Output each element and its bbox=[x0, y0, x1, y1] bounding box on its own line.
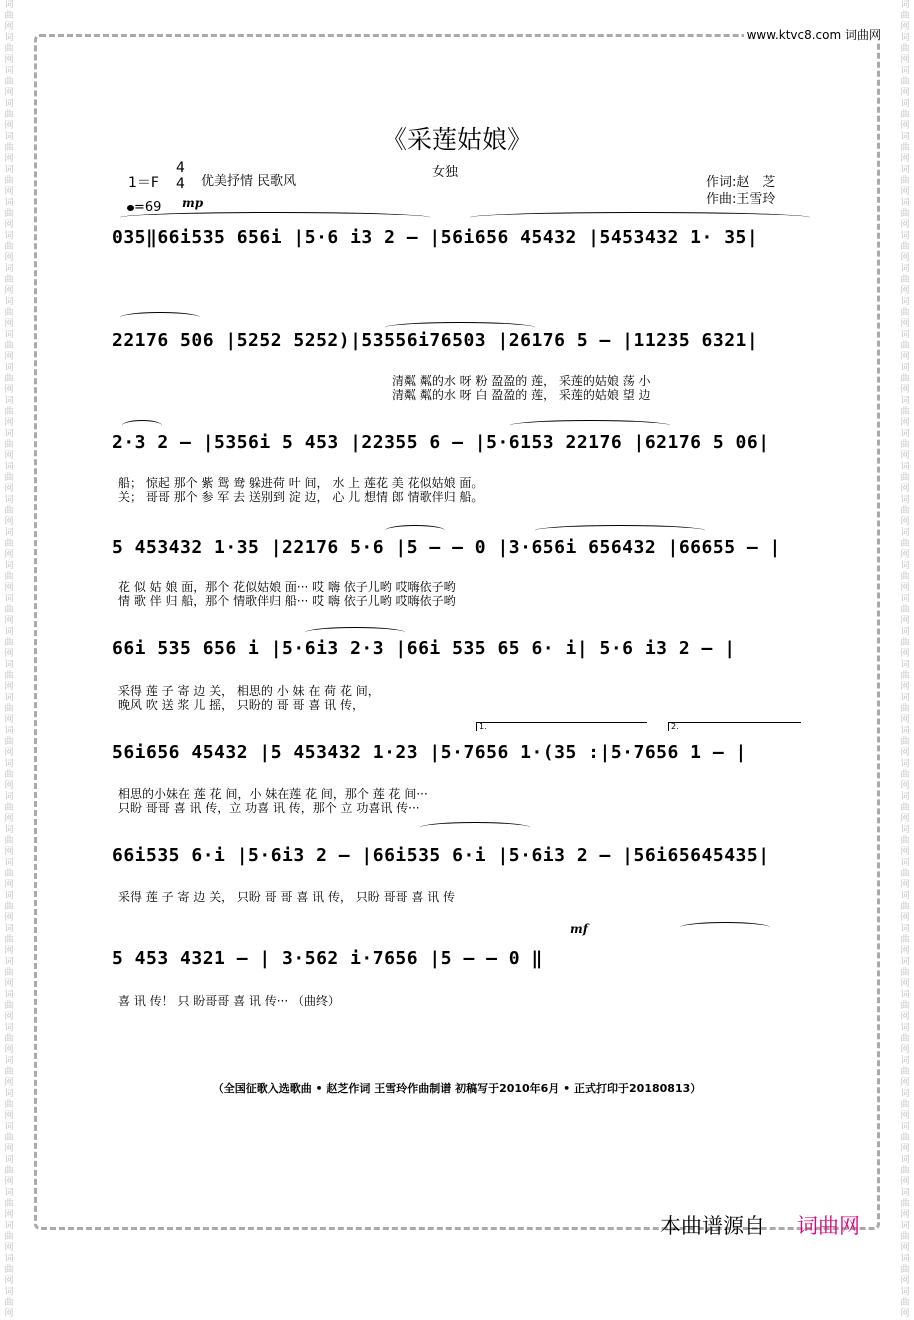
phrase-slur bbox=[120, 312, 200, 323]
phrase-slur bbox=[122, 420, 162, 431]
tempo-value: =69 bbox=[134, 200, 162, 215]
lyric-verse1: 船； 惊起 那个 紫 鸳 鸯 躲进荷 叶 间， 水 上 莲花 美 花似姑娘 面。 bbox=[118, 476, 484, 490]
score-row: 22176 506 |5252 5252)|53556i76503 |26176 5 – |11235 6321| bbox=[112, 330, 759, 351]
score-row: 56i656 45432 |5 453432 1·23 |5·7656 1·(35 :|5·7656 1 – | bbox=[112, 742, 747, 763]
phrase-slur bbox=[510, 420, 670, 431]
tempo-marking bbox=[127, 200, 161, 215]
lyric-verse1: 相思的小妹在 莲 花 间，小 妹在莲 花 间，那个 莲 花 间··· bbox=[118, 787, 428, 801]
score-row: 5 453432 1·35 |22176 5·6 |5 – – 0 |3·656i 656432 |66655 – | bbox=[112, 537, 781, 558]
lyric-verse2: 关； 哥哥 那个 参 军 去 送别到 淀 边， 心 儿 想情 郎 情歌伴归 船。 bbox=[118, 490, 484, 504]
key-signature: 1＝F bbox=[128, 175, 159, 191]
site-watermark: www.ktvc8.com 词曲网 bbox=[744, 26, 884, 43]
composer: 作曲:王雪玲 bbox=[706, 192, 776, 207]
left-watermark: 词 曲 网 词 曲 网 词 曲 网 词 曲 网 词 曲 网 词 曲 网 词 曲 网 词 曲 网 词 曲 网 词 曲 网 词 曲 网 词 曲 网 词 曲 网 词 曲 网 词 曲 网 词 曲 网 词 曲 网 词 曲 网 词 曲 网 词 曲 网 词 曲 网 词 曲 网 词 曲 网 词 曲 网 词 曲 网 词 曲 网 词 曲 网 词 曲 网 词 曲 网 词 曲 网 词 曲 网 词 曲 网 词 曲 网 词 曲 网 词 曲 网 词 曲 网 词 曲 网 词 曲 网 词 曲 网 词 曲 网 bbox=[4, 0, 14, 1319]
time-signature bbox=[176, 160, 185, 192]
quarter-note-icon bbox=[127, 205, 134, 211]
song-title: 《采莲姑娘》 bbox=[381, 125, 532, 154]
volta-1: 1. bbox=[476, 722, 647, 731]
lyric-verse2: 情 歌 伴 归 船，那个 情歌伴归 船··· 哎 嗨 依子儿哟 哎嗨依子哟 bbox=[118, 594, 456, 608]
volta-2: 2. bbox=[668, 722, 801, 731]
score-row: 2·3 2 – |5356i 5 453 |22355 6 – |5·6153 22176 |62176 5 06| bbox=[112, 432, 770, 453]
lyric-verse2: 只盼 哥哥 喜 讯 传，立 功喜 讯 传，那个 立 功喜讯 传··· bbox=[118, 801, 420, 815]
score-row: 66i 535 656 i |5·6i3 2·3 |66i 535 65 6· i| 5·6 i3 2 – | bbox=[112, 638, 736, 659]
time-sig-bottom: 4 bbox=[176, 176, 185, 192]
dynamic-mp: mp bbox=[182, 196, 204, 210]
score-row: 5 453 4321 – | 3·562 i·7656 |5 – – 0 ‖ bbox=[112, 948, 543, 969]
source-site-link[interactable]: 词曲网 bbox=[797, 1214, 860, 1238]
lyric-verse1: 采得 莲 子 寄 边 关， 只盼 哥 哥 喜 讯 传， 只盼 哥哥 喜 讯 传 bbox=[118, 890, 456, 904]
phrase-slur bbox=[535, 525, 705, 536]
lyric-verse1: 喜 讯 传！ 只 盼哥哥 喜 讯 传··· （曲终） bbox=[118, 994, 340, 1008]
phrase-slur bbox=[470, 212, 810, 223]
lyric-verse2: 晚风 吹 送 浆 儿 摇， 只盼的 哥 哥 喜 讯 传， bbox=[118, 698, 364, 712]
time-sig-top: 4 bbox=[176, 160, 185, 176]
phrase-slur bbox=[120, 212, 430, 223]
lyricist: 作词:赵 芝 bbox=[706, 175, 776, 190]
phrase-slur bbox=[680, 922, 770, 933]
voice-type: 女独 bbox=[432, 165, 459, 180]
footer-note: （全国征歌入选歌曲 • 赵芝作词 王雪玲作曲制谱 初稿写于2010年6月 • 正式打印于20180813） bbox=[212, 1082, 702, 1095]
score-row: 035‖66i535 656i |5·6 i3 2 – |56i656 45432 |5453432 1· 35| bbox=[112, 227, 759, 248]
style-marking: 优美抒情 民歌风 bbox=[201, 174, 297, 189]
lyric-verse1: 清粼 粼的水 呀 粉 盈盈的 莲， 采莲的姑娘 荡 小 bbox=[392, 374, 651, 388]
phrase-slur bbox=[420, 822, 530, 833]
source-label: 本曲谱源自 bbox=[660, 1214, 765, 1238]
right-watermark: 词 曲 网 词 曲 网 词 曲 网 词 曲 网 词 曲 网 词 曲 网 词 曲 网 词 曲 网 词 曲 网 词 曲 网 词 曲 网 词 曲 网 词 曲 网 词 曲 网 词 曲 网 词 曲 网 词 曲 网 词 曲 网 词 曲 网 词 曲 网 词 曲 网 词 曲 网 词 曲 网 词 曲 网 词 曲 网 词 曲 网 词 曲 网 词 曲 网 词 曲 网 词 曲 网 词 曲 网 词 曲 网 词 曲 网 词 曲 网 词 曲 网 词 曲 网 词 曲 网 词 曲 网 词 曲 网 词 曲 网 bbox=[900, 0, 910, 1319]
lyric-verse1: 采得 莲 子 寄 边 关， 相思的 小 妹 在 荷 花 间， bbox=[118, 684, 380, 698]
phrase-slur bbox=[385, 525, 445, 536]
dynamic-mf: mf bbox=[570, 922, 588, 936]
lyric-verse2: 清粼 粼的水 呀 白 盈盈的 莲， 采莲的姑娘 望 边 bbox=[392, 388, 651, 402]
phrase-slur bbox=[305, 627, 405, 638]
score-row: 66i535 6·i |5·6i3 2 – |66i535 6·i |5·6i3 2 – |56i65645435| bbox=[112, 845, 770, 866]
lyric-verse1: 花 似 姑 娘 面，那个 花似姑娘 面··· 哎 嗨 依子儿哟 哎嗨依子哟 bbox=[118, 580, 456, 594]
